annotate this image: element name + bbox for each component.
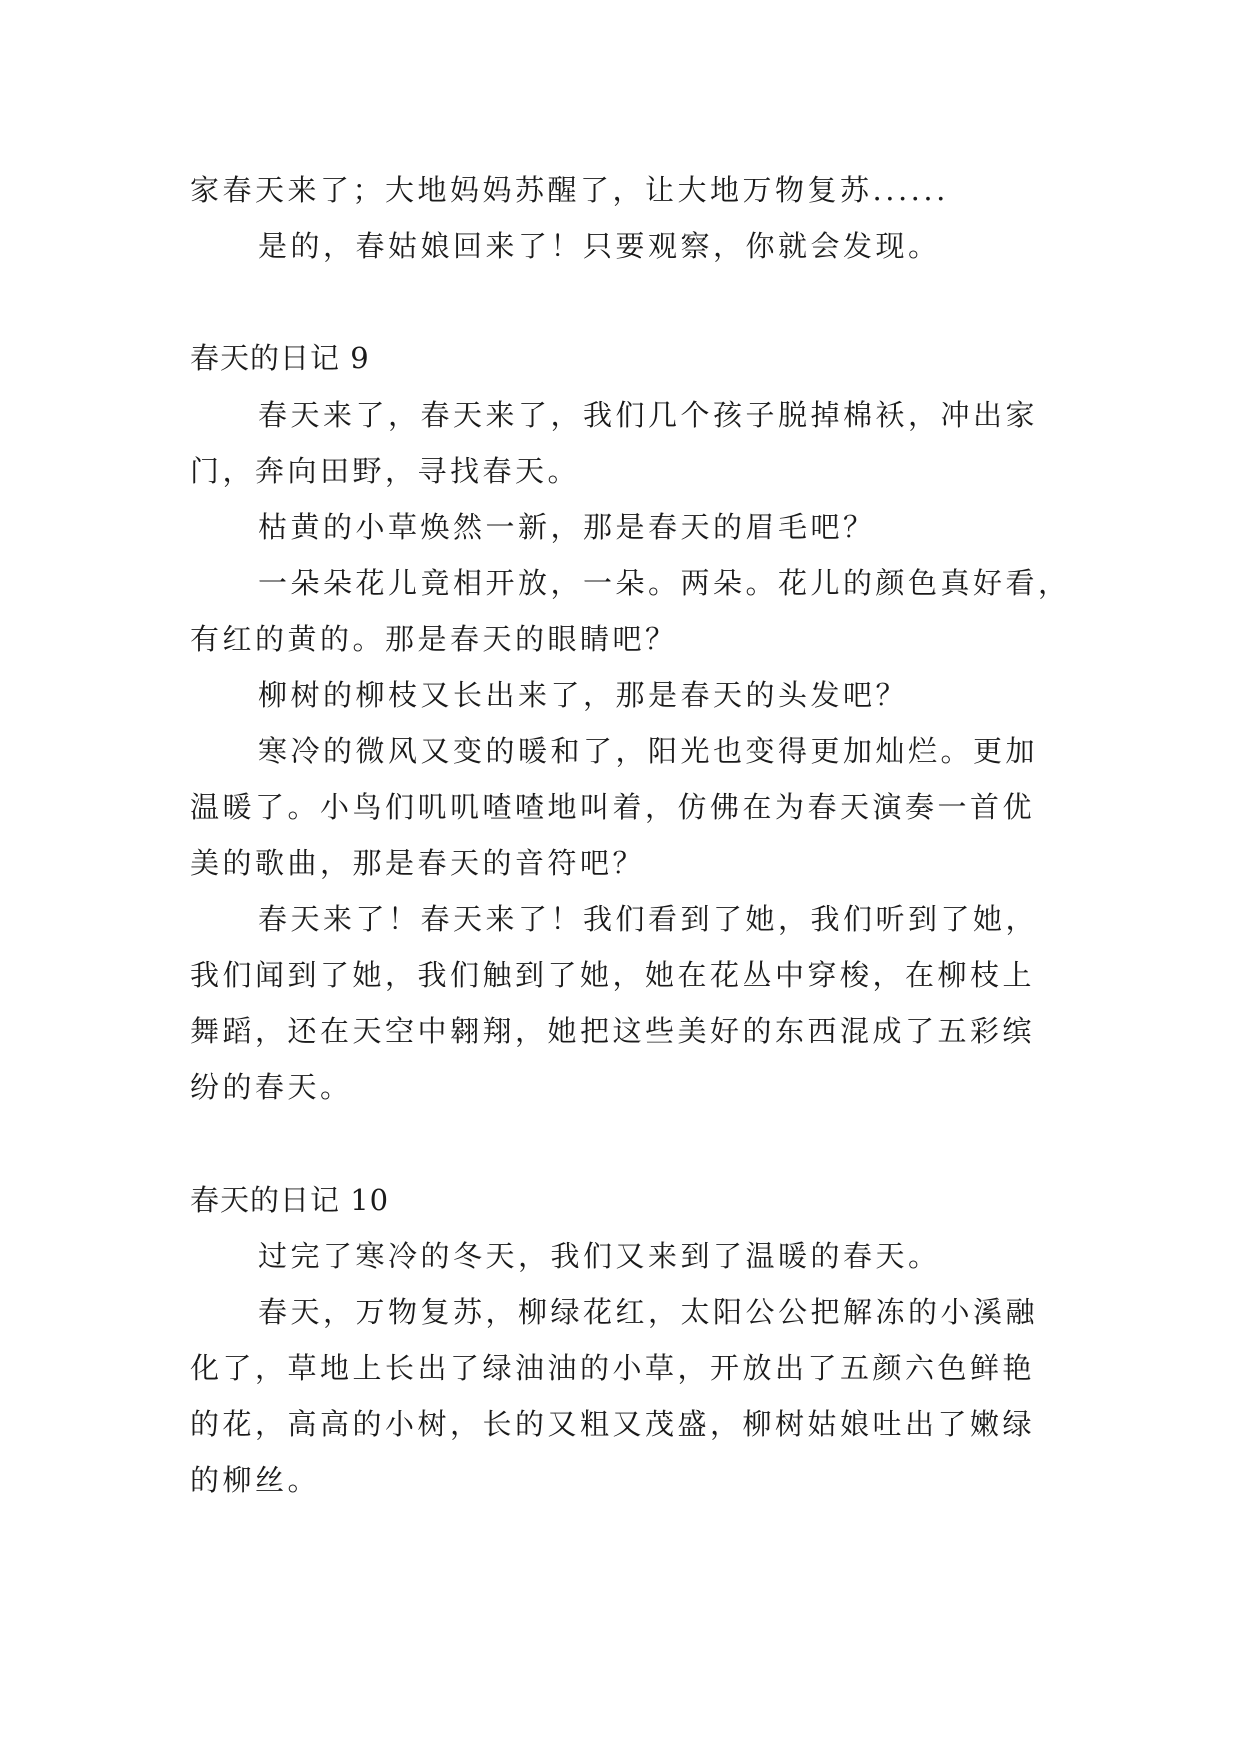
text-line: 是的，春姑娘回来了！只要观察，你就会发现。 xyxy=(258,229,941,263)
text-line: 我们闻到了她，我们触到了她，她在花丛中穿梭，在柳枝上 xyxy=(190,958,1036,992)
section-heading: 春天的日记 9 xyxy=(190,341,370,375)
text-line: 的柳丝。 xyxy=(190,1463,321,1497)
section-heading: 春天的日记 10 xyxy=(190,1183,390,1217)
text-line: 春天来了！春天来了！我们看到了她，我们听到了她， xyxy=(258,902,1039,936)
text-line: 化了，草地上长出了绿油油的小草，开放出了五颜六色鲜艳 xyxy=(190,1351,1036,1385)
text-line: 温暖了。小鸟们叽叽喳喳地叫着，仿佛在为春天演奏一首优 xyxy=(190,790,1036,824)
text-line: 一朵朵花儿竟相开放，一朵。两朵。花儿的颜色真好看， xyxy=(258,566,1071,600)
text-line: 家春天来了；大地妈妈苏醒了，让大地万物复苏...... xyxy=(190,173,949,207)
text-line: 门，奔向田野，寻找春天。 xyxy=(190,454,581,488)
text-line: 有红的黄的。那是春天的眼睛吧？ xyxy=(190,622,678,656)
text-line: 纷的春天。 xyxy=(190,1070,353,1104)
text-line: 柳树的柳枝又长出来了，那是春天的头发吧？ xyxy=(258,678,909,712)
text-line: 过完了寒冷的冬天，我们又来到了温暖的春天。 xyxy=(258,1239,941,1273)
text-line: 枯黄的小草焕然一新，那是春天的眉毛吧？ xyxy=(258,510,876,544)
text-line: 春天，万物复苏，柳绿花红，太阳公公把解冻的小溪融 xyxy=(258,1295,1039,1329)
text-line: 春天来了，春天来了，我们几个孩子脱掉棉袄，冲出家 xyxy=(258,398,1039,432)
text-line: 舞蹈，还在天空中翱翔，她把这些美好的东西混成了五彩缤 xyxy=(190,1014,1036,1048)
text-line: 的花，高高的小树，长的又粗又茂盛，柳树姑娘吐出了嫩绿 xyxy=(190,1407,1036,1441)
text-line: 美的歌曲，那是春天的音符吧？ xyxy=(190,846,646,880)
text-line: 寒冷的微风又变的暖和了，阳光也变得更加灿烂。更加 xyxy=(258,734,1039,768)
